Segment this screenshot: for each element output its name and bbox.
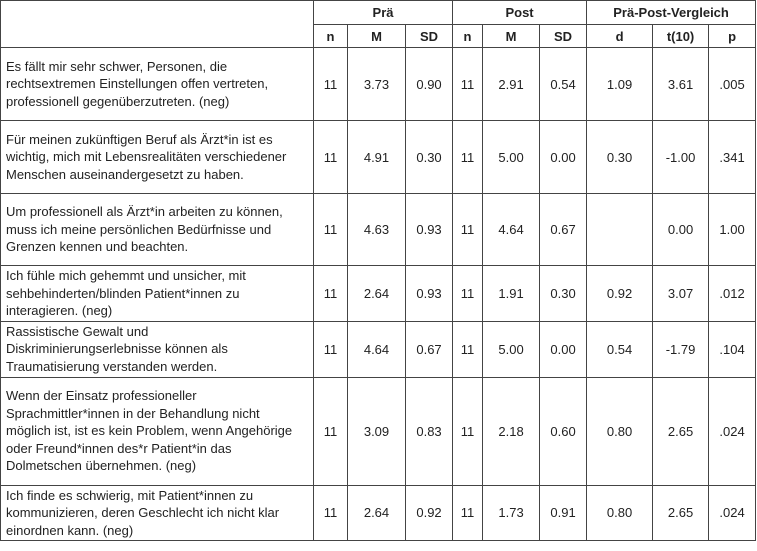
p-cell: .012: [709, 266, 756, 322]
header-group-post: Post: [453, 1, 587, 25]
pre-m-cell: 4.63: [348, 194, 406, 266]
table-row: [1, 321, 756, 377]
t-cell: 3.07: [653, 266, 709, 322]
post-n-cell: 11: [453, 194, 483, 266]
header-column-row: [1, 25, 756, 48]
t-cell: 2.65: [653, 485, 709, 541]
t-cell: 2.65: [653, 377, 709, 485]
table-row: [1, 194, 756, 266]
col-pre-m: M: [348, 25, 406, 48]
post-m-cell: 5.00: [483, 321, 540, 377]
post-m-cell: 5.00: [483, 121, 540, 194]
pre-sd-cell: 0.30: [406, 121, 453, 194]
post-m-cell: 1.91: [483, 266, 540, 322]
statement-cell: Ich finde es schwierig, mit Patient*innen zu kommunizieren, deren Geschlecht ich nicht klar einordnen kann. (neg): [1, 485, 314, 541]
post-m-cell: 1.73: [483, 485, 540, 541]
pre-n-cell: 11: [314, 266, 348, 322]
header-group-row: [1, 1, 756, 25]
pre-n-cell: 11: [314, 48, 348, 121]
post-sd-cell: 0.54: [540, 48, 587, 121]
p-cell: .024: [709, 485, 756, 541]
table-row: [1, 377, 756, 485]
post-n-cell: 11: [453, 266, 483, 322]
header-empty-cell: [1, 25, 314, 48]
header-group-comparison: Prä-Post-Vergleich: [587, 1, 756, 25]
pre-n-cell: 11: [314, 121, 348, 194]
p-cell: .341: [709, 121, 756, 194]
p-cell: .005: [709, 48, 756, 121]
pre-m-cell: 4.91: [348, 121, 406, 194]
col-post-m: M: [483, 25, 540, 48]
post-sd-cell: 0.30: [540, 266, 587, 322]
p-cell: .104: [709, 321, 756, 377]
pre-n-cell: 11: [314, 377, 348, 485]
col-pre-sd: SD: [406, 25, 453, 48]
statement-cell: Es fällt mir sehr schwer, Personen, die rechtsextremen Einstellungen offen vertreten, professionell gegenüberzutreten. (neg): [1, 48, 314, 121]
col-pre-n: n: [314, 25, 348, 48]
post-n-cell: 11: [453, 485, 483, 541]
post-n-cell: 11: [453, 48, 483, 121]
pre-m-cell: 4.64: [348, 321, 406, 377]
col-t: t(10): [653, 25, 709, 48]
post-m-cell: 2.18: [483, 377, 540, 485]
header-empty-cell: [1, 1, 314, 25]
post-sd-cell: 0.00: [540, 121, 587, 194]
table-row: [1, 48, 756, 121]
col-post-n: n: [453, 25, 483, 48]
post-m-cell: 2.91: [483, 48, 540, 121]
col-p: p: [709, 25, 756, 48]
pre-sd-cell: 0.90: [406, 48, 453, 121]
col-d: d: [587, 25, 653, 48]
pre-sd-cell: 0.92: [406, 485, 453, 541]
d-cell: 1.09: [587, 48, 653, 121]
t-cell: -1.79: [653, 321, 709, 377]
pre-sd-cell: 0.93: [406, 194, 453, 266]
d-cell: 0.92: [587, 266, 653, 322]
statement-cell: Für meinen zukünftigen Beruf als Ärzt*in ist es wichtig, mich mit Lebensrealitäten verschiedener Menschen auseinandergesetzt zu haben.: [1, 121, 314, 194]
t-cell: 0.00: [653, 194, 709, 266]
post-sd-cell: 0.60: [540, 377, 587, 485]
pre-m-cell: 3.73: [348, 48, 406, 121]
post-sd-cell: 0.91: [540, 485, 587, 541]
pre-sd-cell: 0.93: [406, 266, 453, 322]
statement-cell: Um professionell als Ärzt*in arbeiten zu können, muss ich meine persönlichen Bedürfnisse und Grenzen kennen und beachten.: [1, 194, 314, 266]
d-cell: [587, 194, 653, 266]
table-row: [1, 121, 756, 194]
pre-sd-cell: 0.83: [406, 377, 453, 485]
post-sd-cell: 0.67: [540, 194, 587, 266]
pre-n-cell: 11: [314, 485, 348, 541]
table-row: [1, 485, 756, 541]
statement-cell: Rassistische Gewalt und Diskriminierungserlebnisse können als Traumatisierung verstanden werden.: [1, 321, 314, 377]
pre-n-cell: 11: [314, 321, 348, 377]
t-cell: -1.00: [653, 121, 709, 194]
statement-cell: Ich fühle mich gehemmt und unsicher, mit sehbehinderten/blinden Patient*innen zu interagieren. (neg): [1, 266, 314, 322]
post-n-cell: 11: [453, 121, 483, 194]
pre-sd-cell: 0.67: [406, 321, 453, 377]
d-cell: 0.80: [587, 377, 653, 485]
pre-m-cell: 2.64: [348, 266, 406, 322]
pre-m-cell: 2.64: [348, 485, 406, 541]
d-cell: 0.80: [587, 485, 653, 541]
d-cell: 0.54: [587, 321, 653, 377]
post-n-cell: 11: [453, 321, 483, 377]
statement-cell: Wenn der Einsatz professioneller Sprachmittler*innen in der Behandlung nicht möglich ist, ist es kein Problem, wenn Angehörige oder Freund*innen des*r Patient*in das Dolmetschen übernehmen. (neg): [1, 377, 314, 485]
col-post-sd: SD: [540, 25, 587, 48]
post-n-cell: 11: [453, 377, 483, 485]
pre-n-cell: 11: [314, 194, 348, 266]
post-m-cell: 4.64: [483, 194, 540, 266]
t-cell: 3.61: [653, 48, 709, 121]
p-cell: 1.00: [709, 194, 756, 266]
table-row: [1, 266, 756, 322]
header-group-pre: Prä: [314, 1, 453, 25]
post-sd-cell: 0.00: [540, 321, 587, 377]
d-cell: 0.30: [587, 121, 653, 194]
pre-m-cell: 3.09: [348, 377, 406, 485]
p-cell: .024: [709, 377, 756, 485]
